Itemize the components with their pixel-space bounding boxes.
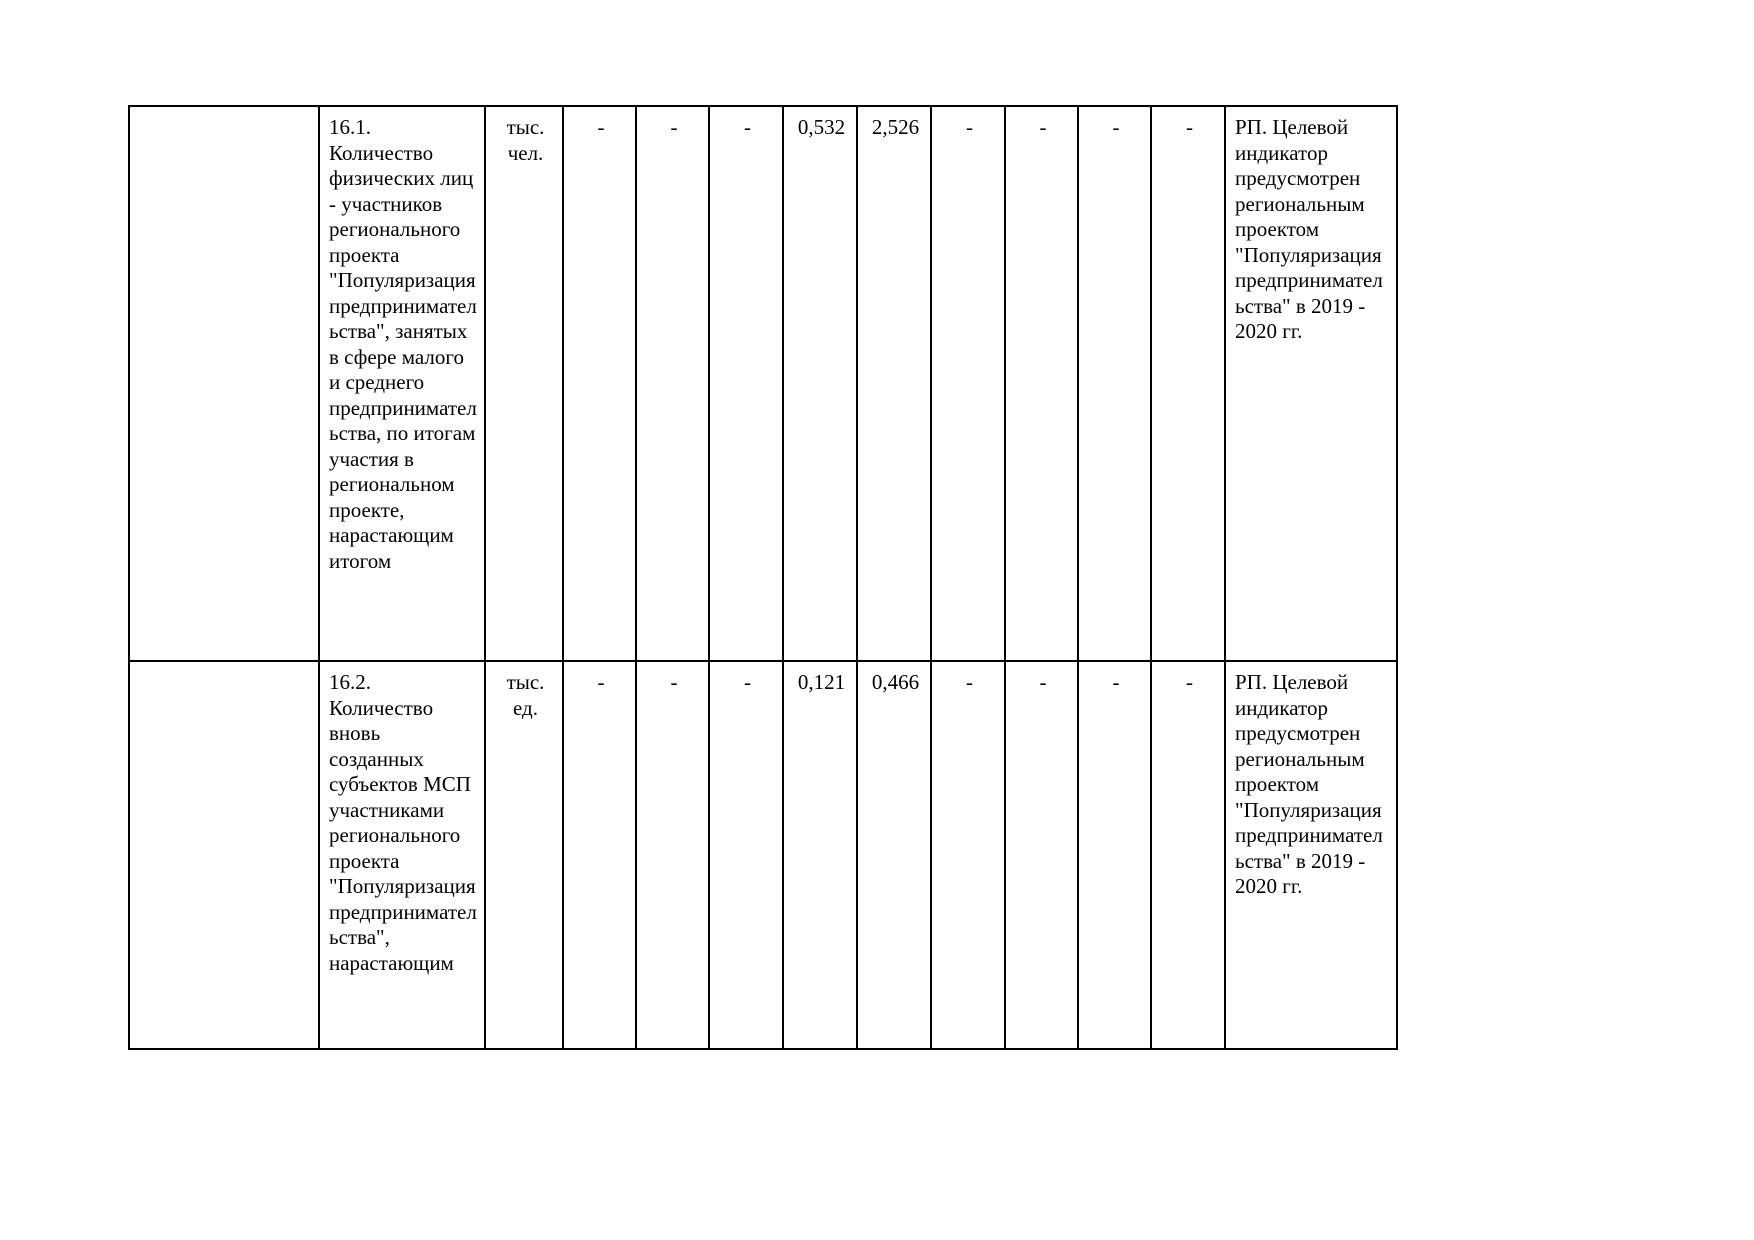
row-spacer-cell xyxy=(129,106,319,661)
value-cell: 0,466 xyxy=(857,661,931,1049)
value-cell: - xyxy=(931,106,1005,661)
value-cell: - xyxy=(1005,661,1078,1049)
value-cell: - xyxy=(1078,106,1151,661)
value-cell: - xyxy=(636,661,709,1049)
table-row-16-2 xyxy=(129,661,1397,1049)
table-row-16-1 xyxy=(129,106,1397,661)
value-cell: - xyxy=(1151,661,1225,1049)
value-cell: - xyxy=(1005,106,1078,661)
value-cell: 2,526 xyxy=(857,106,931,661)
value-cell: 0,121 xyxy=(783,661,857,1049)
note-cell: РП. Целевой индикатор предусмотрен региональным проектом "Популяризация предпринимательства" в 2019 - 2020 гг. xyxy=(1225,106,1397,661)
note-cell: РП. Целевой индикатор предусмотрен региональным проектом "Популяризация предпринимательства" в 2019 - 2020 гг. xyxy=(1225,661,1397,1049)
unit-cell: тыс. чел. xyxy=(485,106,563,661)
value-cell: 0,532 xyxy=(783,106,857,661)
indicator-cell: 16.2. Количество вновь созданных субъектов МСП участниками регионального проекта "Популяризация предпринимательства", нарастающим xyxy=(319,661,485,1049)
indicator-cell: 16.1. Количество физических лиц - участников регионального проекта "Популяризация предпринимательства", занятых в сфере малого и среднего предпринимательства, по итогам участия в региональном проекте, нарастающим итогом xyxy=(319,106,485,661)
value-cell: - xyxy=(563,106,636,661)
value-cell: - xyxy=(709,106,783,661)
value-cell: - xyxy=(1078,661,1151,1049)
indicators-table xyxy=(128,105,1398,1050)
value-cell: - xyxy=(1151,106,1225,661)
value-cell: - xyxy=(563,661,636,1049)
value-cell: - xyxy=(931,661,1005,1049)
value-cell: - xyxy=(709,661,783,1049)
value-cell: - xyxy=(636,106,709,661)
unit-cell: тыс. ед. xyxy=(485,661,563,1049)
row-spacer-cell xyxy=(129,661,319,1049)
